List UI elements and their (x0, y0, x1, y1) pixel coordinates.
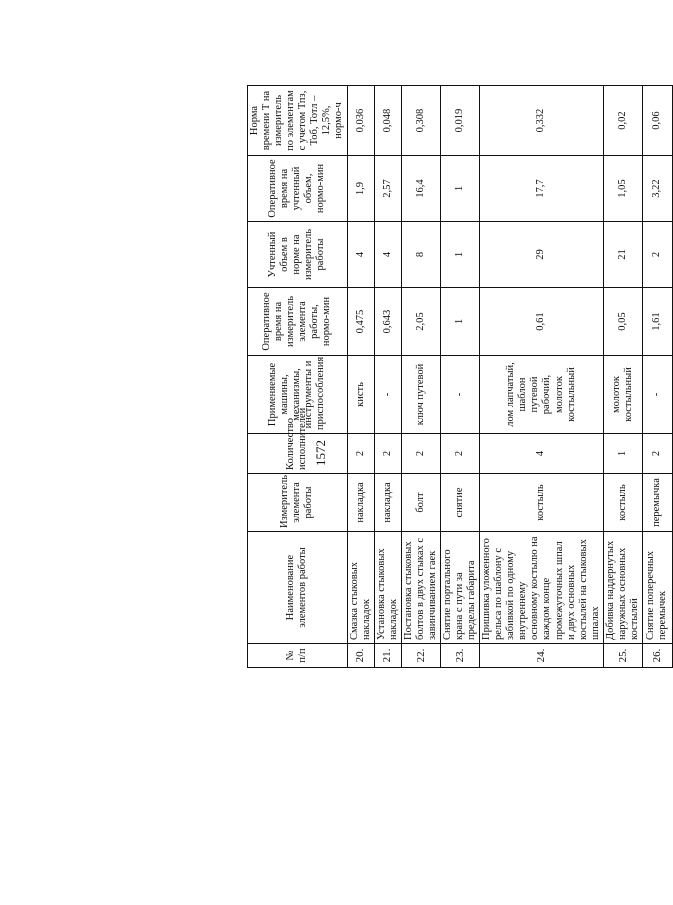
cell-workers: 2 (347, 434, 374, 474)
header-op-volume: Оперативное время на учтенный объем, нормо-мин (248, 156, 348, 222)
cell-unit: перемычка (642, 474, 672, 532)
cell-workers: 2 (374, 434, 401, 474)
cell-op-time: 0,05 (603, 288, 642, 356)
cell-op-time: 0,61 (480, 288, 604, 356)
cell-tools: молоток костыльный (603, 356, 642, 434)
cell-op-volume: 17,7 (480, 156, 604, 222)
cell-tools: - (642, 356, 672, 434)
table-row (401, 86, 440, 668)
cell-op-time: 1,61 (642, 288, 672, 356)
header-workers: Количество исполнителей (248, 434, 348, 474)
table-row (480, 86, 604, 668)
cell-op-volume: 2,57 (374, 156, 401, 222)
cell-norm: 0,048 (374, 86, 401, 156)
cell-workers: 2 (440, 434, 479, 474)
cell-num: 26. (642, 644, 672, 668)
cell-workers: 4 (480, 434, 604, 474)
cell-tools: лом лапчатый, шаблон путевой рабочий, молоток костыльный (480, 356, 604, 434)
cell-norm: 0,06 (642, 86, 672, 156)
cell-op-volume: 3,22 (642, 156, 672, 222)
table-row (347, 86, 374, 668)
cell-norm: 0,019 (440, 86, 479, 156)
cell-workers: 2 (642, 434, 672, 474)
cell-num: 24. (480, 644, 604, 668)
cell-norm: 0,02 (603, 86, 642, 156)
cell-op-time: 1 (440, 288, 479, 356)
cell-tools: - (440, 356, 479, 434)
cell-tools: ключ путевой (401, 356, 440, 434)
cell-volume: 21 (603, 222, 642, 288)
cell-op-volume: 1 (440, 156, 479, 222)
cell-num: 25. (603, 644, 642, 668)
cell-op-volume: 1,9 (347, 156, 374, 222)
cell-volume: 1 (440, 222, 479, 288)
cell-unit: снятие (440, 474, 479, 532)
page-number: 1572 (313, 440, 328, 466)
cell-unit: накладка (374, 474, 401, 532)
work-elements-table (247, 85, 673, 668)
cell-unit: болт (401, 474, 440, 532)
cell-tools: - (374, 356, 401, 434)
cell-volume: 8 (401, 222, 440, 288)
cell-volume: 4 (347, 222, 374, 288)
header-num: № п/п (248, 644, 348, 668)
cell-volume: 4 (374, 222, 401, 288)
cell-name: Постановка стыковых болтов в двух стыках с завинчиванием гаек (401, 532, 440, 644)
header-op-time: Оперативное время на измеритель элемента работы, нормо-мин (248, 288, 348, 356)
rotated-table-frame (247, 86, 669, 668)
cell-num: 21. (374, 644, 401, 668)
header-name: Наименование элементов работы (248, 532, 348, 644)
cell-name: Снятие поперечных перемычек (642, 532, 672, 644)
cell-norm: 0,308 (401, 86, 440, 156)
cell-op-volume: 1,05 (603, 156, 642, 222)
table-row (642, 86, 672, 668)
cell-op-volume: 16,4 (401, 156, 440, 222)
cell-norm: 0,036 (347, 86, 374, 156)
cell-tools: кисть (347, 356, 374, 434)
table-row (440, 86, 479, 668)
cell-unit: костыль (603, 474, 642, 532)
cell-norm: 0,332 (480, 86, 604, 156)
header-unit: Измеритель элемента работы (248, 474, 348, 532)
cell-op-time: 0,643 (374, 288, 401, 356)
cell-num: 23. (440, 644, 479, 668)
cell-workers: 2 (401, 434, 440, 474)
table-row (603, 86, 642, 668)
header-row (248, 86, 348, 668)
cell-workers: 1 (603, 434, 642, 474)
cell-name: Установка стыковых накладок (374, 532, 401, 644)
cell-unit: накладка (347, 474, 374, 532)
cell-name: Смазка стыковых накладок (347, 532, 374, 644)
cell-num: 22. (401, 644, 440, 668)
header-tools: Применяемые машины, механизмы, инструменты и приспособления (248, 356, 348, 434)
cell-volume: 29 (480, 222, 604, 288)
cell-op-time: 0,475 (347, 288, 374, 356)
header-volume: Учтенный объем в норме на измеритель работы (248, 222, 348, 288)
table-row (374, 86, 401, 668)
cell-name: Снятие портального крана с пути за пределы габарита (440, 532, 479, 644)
cell-name: Добивка наддернутых наружных основных костылей (603, 532, 642, 644)
cell-name: Пришивка уложенного рельса по шаблону с забивкой по одному внутреннему основному костылю на каждом конце промежуточных шпал и двух основных костылей на стыковых шпалах (480, 532, 604, 644)
cell-num: 20. (347, 644, 374, 668)
cell-unit: костыль (480, 474, 604, 532)
header-norm: Норма времени Т на измеритель по элементам с учетом Тпз, Тоб, Тотл – 12,5%, нормо-ч (248, 86, 348, 156)
cell-volume: 2 (642, 222, 672, 288)
cell-op-time: 2,05 (401, 288, 440, 356)
